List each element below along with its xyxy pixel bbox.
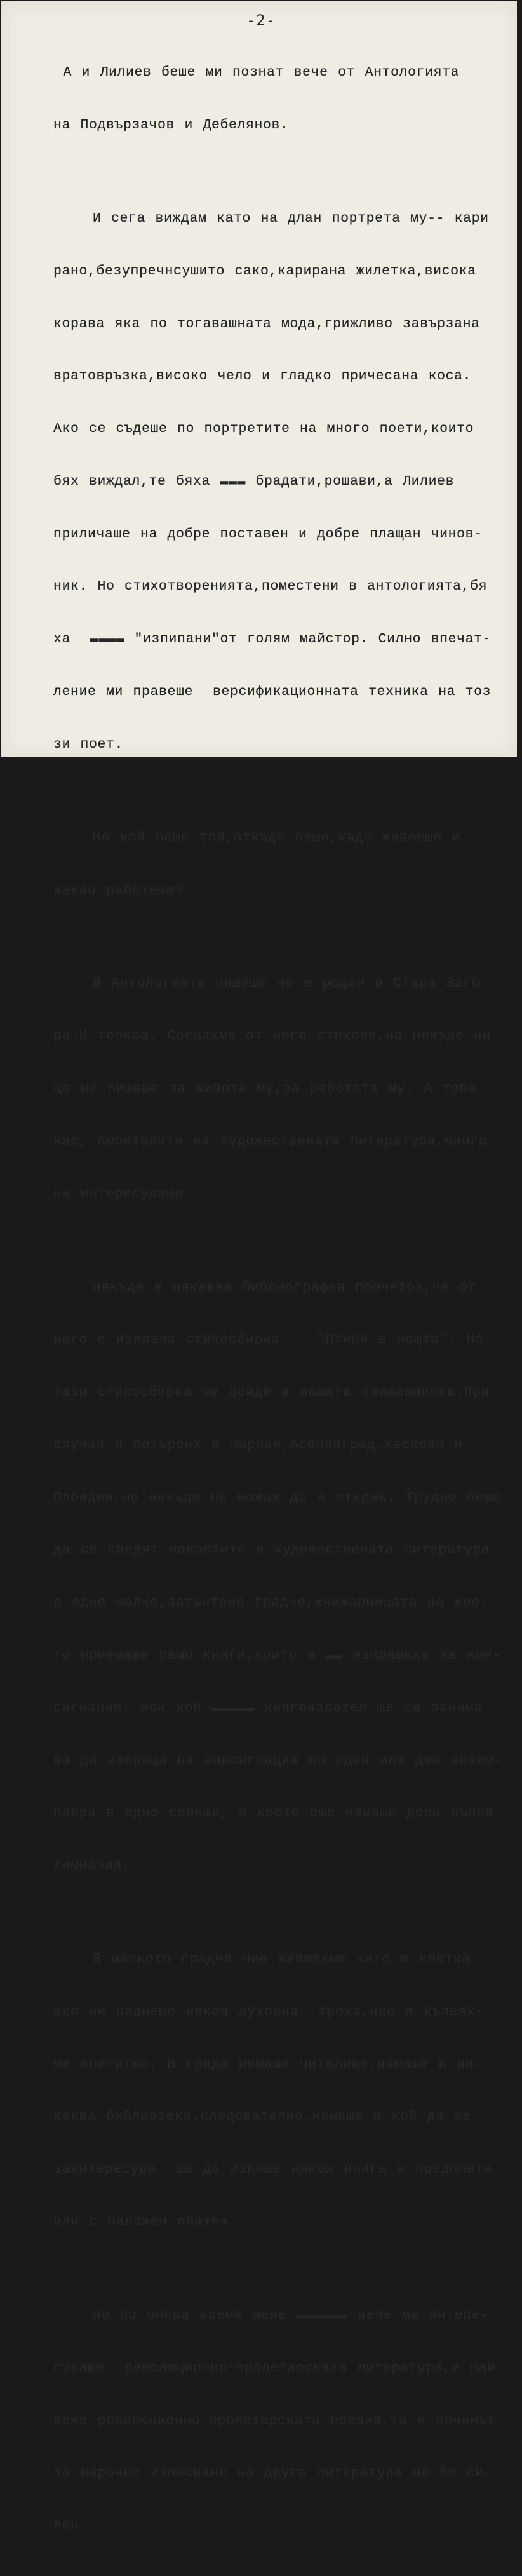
text-line: тази стихосбирка не дойде в нашата книжарничка.При <box>53 1385 490 1401</box>
text-line: бях виждал,те бяха ▬▬▬ брадати,рошави,а Лилиев <box>53 473 455 489</box>
paragraph <box>53 940 517 1238</box>
text-line: ра.И толкоз. Срещахме от него стихове,но никъде ни <box>53 1028 492 1044</box>
text-line: що не пишеше за живота му,за работата му. А това <box>53 1081 477 1097</box>
text-line: И сега виждам като на длан портрета му-- кари <box>53 210 489 226</box>
paragraph <box>53 2272 517 2570</box>
text-line: В малкото градче ние живеехме като в клетка -- <box>53 1952 498 1967</box>
text-line: Ако се съдеше по портретите на много поети,които <box>53 421 474 437</box>
paragraph <box>53 795 517 935</box>
text-line: ако ни паднеше някоя духовна троха,ние я кълвях- <box>53 2004 484 2020</box>
text-line: каква библиотека.Следователно,нямаше и кой да се <box>53 2109 472 2125</box>
text-line: да се следят новостите в художествената литература <box>53 1542 490 1558</box>
text-line: ва да изпраща на консигнация по един или два екзем- <box>53 1753 502 1769</box>
text-line: или с наложен платеж. <box>53 2215 238 2230</box>
text-line: случай я потърсих в Чирпан,Асеновград,Хасково и <box>53 1437 463 1453</box>
paragraph <box>53 1244 517 1910</box>
text-line: корава яка по тогавашната мода,грижливо завързана <box>53 316 480 332</box>
text-line: А и Лилиев беше ми познат вече от Антологията <box>53 65 460 81</box>
text-line: то приемаше само книги,които и ▬▬ изпращаха на кон- <box>53 1648 501 1664</box>
text-line: сигнация. Ной кой ▬▬▬▬▬ книгоиздател ще се занима <box>53 1700 483 1716</box>
text-line: на Подвързачов и Дебелянов. <box>53 117 289 133</box>
text-line: Пловдив,но никъде не можах да я открия. Трудно беше <box>53 1490 501 1506</box>
text-line: нас, любителите на художествената литература,много <box>53 1133 488 1149</box>
text-line: лен. <box>53 2518 88 2534</box>
typewritten-text-body <box>53 29 517 2576</box>
text-line: В Антологията пишеше че е роден в Стара Заго- <box>53 976 489 992</box>
text-line: в едно малко,затънтено градче,книжарницата на кое- <box>53 1595 489 1611</box>
text-line: ник. Но стихотворенията,поместени в антологията,бя <box>53 579 488 595</box>
page-number: -2- <box>246 11 276 29</box>
text-line: пляра в едно селище, в което още нямаше дори пълна <box>53 1805 494 1821</box>
paragraph <box>53 1916 517 2267</box>
paragraph <box>53 29 517 170</box>
text-line: вратовръзка,високо чело и гладко причесана коса. <box>53 368 472 384</box>
text-line: заинтересува за да изпише някоя книга в предплата <box>53 2162 493 2178</box>
text-line: какво работеше? <box>53 882 184 898</box>
text-line: ни интересуваше. <box>53 1186 192 1202</box>
text-line: ха ▬▬▬▬ "изпипани"от голям майстор. Силно впечат- <box>53 631 492 647</box>
text-line: рано,безупречнсушито сако,карирана жилетка,висока <box>53 263 476 279</box>
text-line: гимназия. <box>53 1858 131 1874</box>
text-line: зи поет. <box>53 736 124 752</box>
text-line: ме апетитно. В града нямаше читалище,нямаше и ни- <box>53 2056 483 2072</box>
paragraph <box>53 175 517 789</box>
text-line: Някъде в някаква библиография прочетох,че от <box>53 1279 477 1295</box>
text-line: ление ми правеше версификационната техника на тоз <box>53 684 492 699</box>
text-line: приличаше на добре поставен и добре плащан чинов- <box>53 526 483 542</box>
text-line: суваше революционно-пролетарската литература,и най <box>53 2360 496 2376</box>
text-line: Но кой беше той,откъде беше,къде живееше и <box>53 830 461 846</box>
text-line: него е излязла стихосбирка -- "Птици в нощта". Но <box>53 1332 484 1348</box>
text-line: за нарочно изписване на друга литература не бе си- <box>53 2465 493 2481</box>
text-line: Но по онова време мене ▬▬▬▬▬▬ вече ме интере- <box>53 2308 489 2323</box>
text-line: вече революционно-пролетарската поезия,та и починът <box>53 2413 496 2429</box>
